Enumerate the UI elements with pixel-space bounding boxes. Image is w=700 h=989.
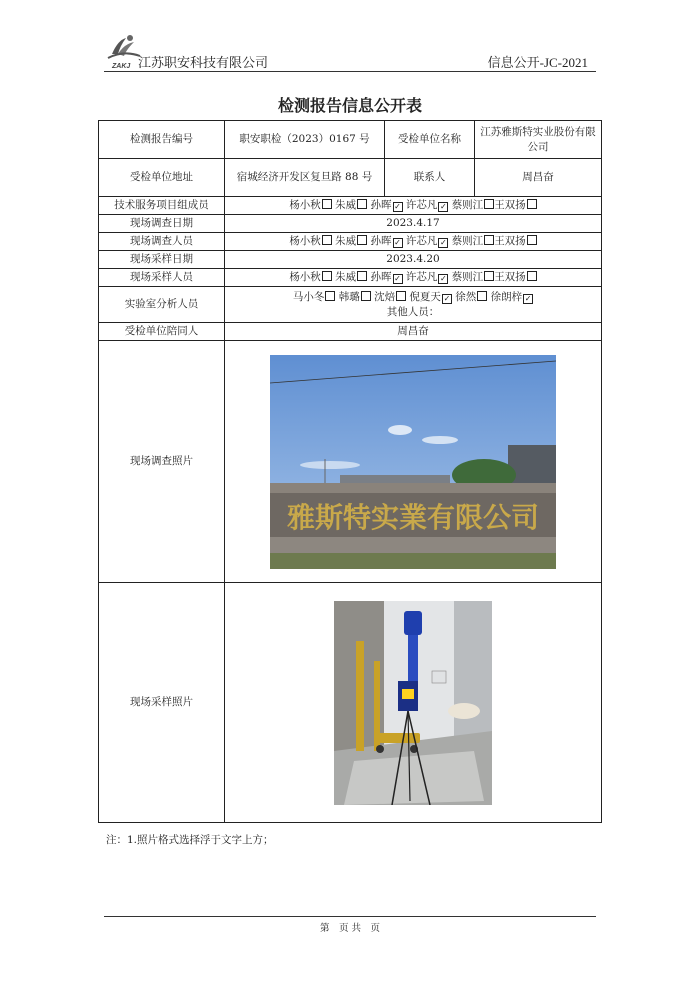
unchecked-box-icon bbox=[484, 271, 494, 281]
footnote: 注：1.照片格式选择浮于文字上方； bbox=[106, 834, 274, 846]
page-title: 检测报告信息公开表 bbox=[277, 96, 422, 115]
report-no-value: 职安职检（2023）0167 号 bbox=[225, 121, 385, 159]
sampling-date-value: 2023.4.20 bbox=[225, 251, 602, 269]
unchecked-box-icon bbox=[322, 199, 332, 209]
survey-date-label: 现场调查日期 bbox=[99, 215, 225, 233]
sampling-photo-cell bbox=[225, 583, 602, 823]
unchecked-box-icon bbox=[357, 271, 367, 281]
survey-date-value: 2023.4.17 bbox=[225, 215, 602, 233]
page-number: 第 页 共 页 bbox=[319, 923, 381, 934]
unchecked-box-icon bbox=[361, 291, 371, 301]
unchecked-box-icon bbox=[357, 235, 367, 245]
survey-staff: 杨小秋 朱威 孙晖 ✓ 许芯凡 ✓ 蔡则江 王双扬 bbox=[225, 233, 602, 251]
client-name-value: 江苏雅斯特实业股份有限公司 bbox=[475, 121, 602, 159]
sampling-staff-label: 现场采样人员 bbox=[99, 269, 225, 287]
table-row bbox=[99, 269, 602, 287]
unchecked-box-icon bbox=[527, 271, 537, 281]
lab-other-label: 其他人员： bbox=[386, 305, 440, 318]
survey-staff-label: 现场调查人员 bbox=[99, 233, 225, 251]
survey-photo bbox=[270, 355, 556, 569]
table-row bbox=[99, 197, 602, 215]
checked-box-icon: ✓ bbox=[394, 274, 401, 283]
sampling-photo-label: 现场采样照片 bbox=[99, 583, 225, 823]
team-label: 技术服务项目组成员 bbox=[99, 197, 225, 215]
checked-box-icon: ✓ bbox=[394, 238, 401, 247]
unchecked-box-icon bbox=[357, 199, 367, 209]
unchecked-box-icon bbox=[322, 235, 332, 245]
survey-photo-cell bbox=[225, 341, 602, 583]
unchecked-box-icon bbox=[527, 235, 537, 245]
logo-text: ZAKJ bbox=[112, 63, 131, 70]
checked-box-icon: ✓ bbox=[439, 274, 447, 283]
client-address-value: 宿城经济开发区复旦路 88 号 bbox=[225, 159, 385, 197]
unchecked-box-icon bbox=[484, 199, 494, 209]
company-name: 江苏职安科技有限公司 bbox=[138, 55, 269, 70]
unchecked-box-icon bbox=[396, 291, 406, 301]
sampling-photo bbox=[334, 601, 492, 805]
team-members: 杨小秋 朱威 孙晖 ✓ 许芯凡 ✓ 蔡则江 王双扬 bbox=[225, 197, 602, 215]
unchecked-box-icon bbox=[325, 291, 335, 301]
escort-label: 受检单位陪同人 bbox=[99, 323, 225, 341]
unchecked-box-icon bbox=[477, 291, 487, 301]
table-row bbox=[99, 583, 602, 823]
footer-divider bbox=[104, 916, 596, 917]
escort-value: 周昌奋 bbox=[225, 323, 602, 341]
sampling-staff: 杨小秋 朱威 孙晖 ✓ 许芯凡 ✓ 蔡则江 王双扬 bbox=[225, 269, 602, 287]
contact-value: 周昌奋 bbox=[475, 159, 602, 197]
lab-staff: 马小冬 韩璐 沈焙 倪夏天 ✓ 徐然 徐朗梓 ✓ 其他人员： bbox=[225, 287, 602, 323]
contact-label: 联系人 bbox=[385, 159, 475, 197]
unchecked-box-icon bbox=[527, 199, 537, 209]
table-row bbox=[99, 323, 602, 341]
client-address-label: 受检单位地址 bbox=[99, 159, 225, 197]
client-name-label: 受检单位名称 bbox=[385, 121, 475, 159]
table-row bbox=[99, 215, 602, 233]
unchecked-box-icon bbox=[484, 235, 494, 245]
document-code: 信息公开-JC-2021 bbox=[487, 55, 588, 70]
table-row bbox=[99, 251, 602, 269]
checked-box-icon: ✓ bbox=[439, 202, 447, 211]
checked-box-icon: ✓ bbox=[394, 202, 401, 211]
info-table bbox=[98, 120, 602, 823]
lab-staff-label: 实验室分析人员 bbox=[99, 287, 225, 323]
table-row bbox=[99, 159, 602, 197]
checked-box-icon: ✓ bbox=[443, 293, 451, 303]
header-divider bbox=[104, 71, 596, 72]
unchecked-box-icon bbox=[322, 271, 332, 281]
table-row bbox=[99, 287, 602, 323]
report-no-label: 检测报告编号 bbox=[99, 121, 225, 159]
sampling-date-label: 现场采样日期 bbox=[99, 251, 225, 269]
survey-photo-label: 现场调查照片 bbox=[99, 341, 225, 583]
table-row bbox=[99, 233, 602, 251]
table-row bbox=[99, 341, 602, 583]
table-row bbox=[99, 121, 602, 159]
checked-box-icon: ✓ bbox=[439, 238, 447, 247]
page-header bbox=[104, 32, 596, 72]
photo-sign-text: 雅斯特实業有限公司 bbox=[286, 500, 540, 534]
checked-box-icon: ✓ bbox=[524, 293, 532, 303]
